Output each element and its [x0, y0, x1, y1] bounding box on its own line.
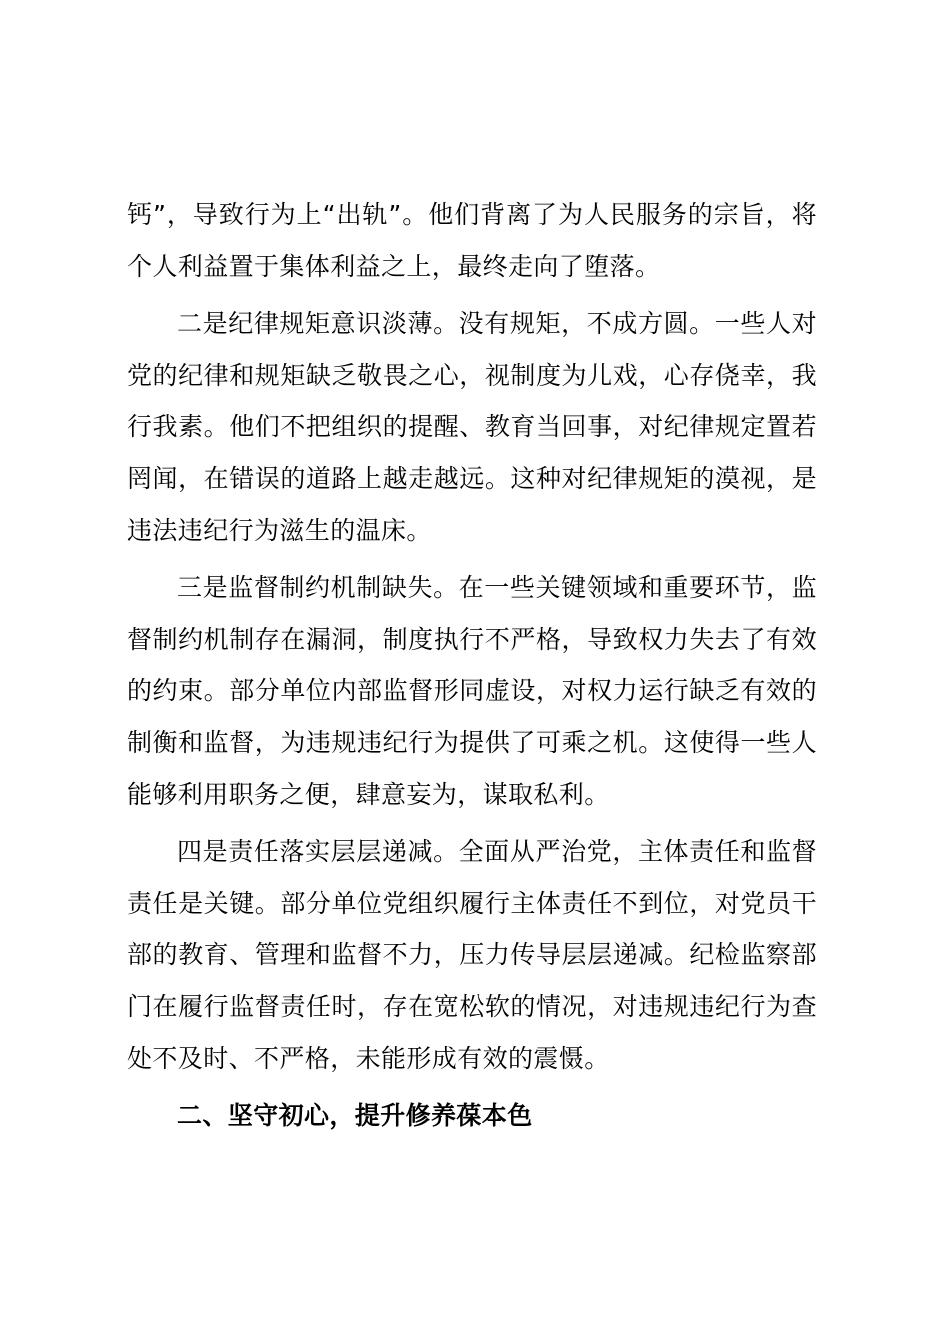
paragraph-responsibility: 四是责任落实层层递减。全面从严治党，主体责任和监督责任是关键。部分单位党组织履行主体责任不到位，对党员干部的教育、管理和监督不力，压力传导层层递减。纪检监察部门在履行监督责任时，存在宽松软的情况，对违规违纪行为查处不及时、不严格，未能形成有效的震慑。 — [127, 837, 817, 1073]
document-body — [127, 189, 817, 1142]
paragraph-discipline-awareness: 二是纪律规矩意识淡薄。没有规矩，不成方圆。一些人对党的纪律和规矩缺乏敬畏之心，视制度为儿戏，心存侥幸，我行我素。他们不把组织的提醒、教育当回事，对纪律规定置若罔闻，在错误的道路上越走越远。这种对纪律规矩的漠视，是违法违纪行为滋生的温床。 — [127, 309, 817, 545]
paragraph-supervision-mechanism: 三是监督制约机制缺失。在一些关键领域和重要环节，监督制约机制存在漏洞，制度执行不严格，导致权力失去了有效的约束。部分单位内部监督形同虚设，对权力运行缺乏有效的制衡和监督，为违规违纪行为提供了可乘之机。这使得一些人能够利用职务之便，肆意妄为，谋取私利。 — [127, 573, 817, 809]
paragraph-continuation: 钙”，导致行为上“出轨”。他们背离了为人民服务的宗旨，将个人利益置于集体利益之上，最终走向了堕落。 — [127, 200, 817, 281]
section-heading: 二、坚守初心，提升修养葆本色 — [177, 1101, 533, 1131]
